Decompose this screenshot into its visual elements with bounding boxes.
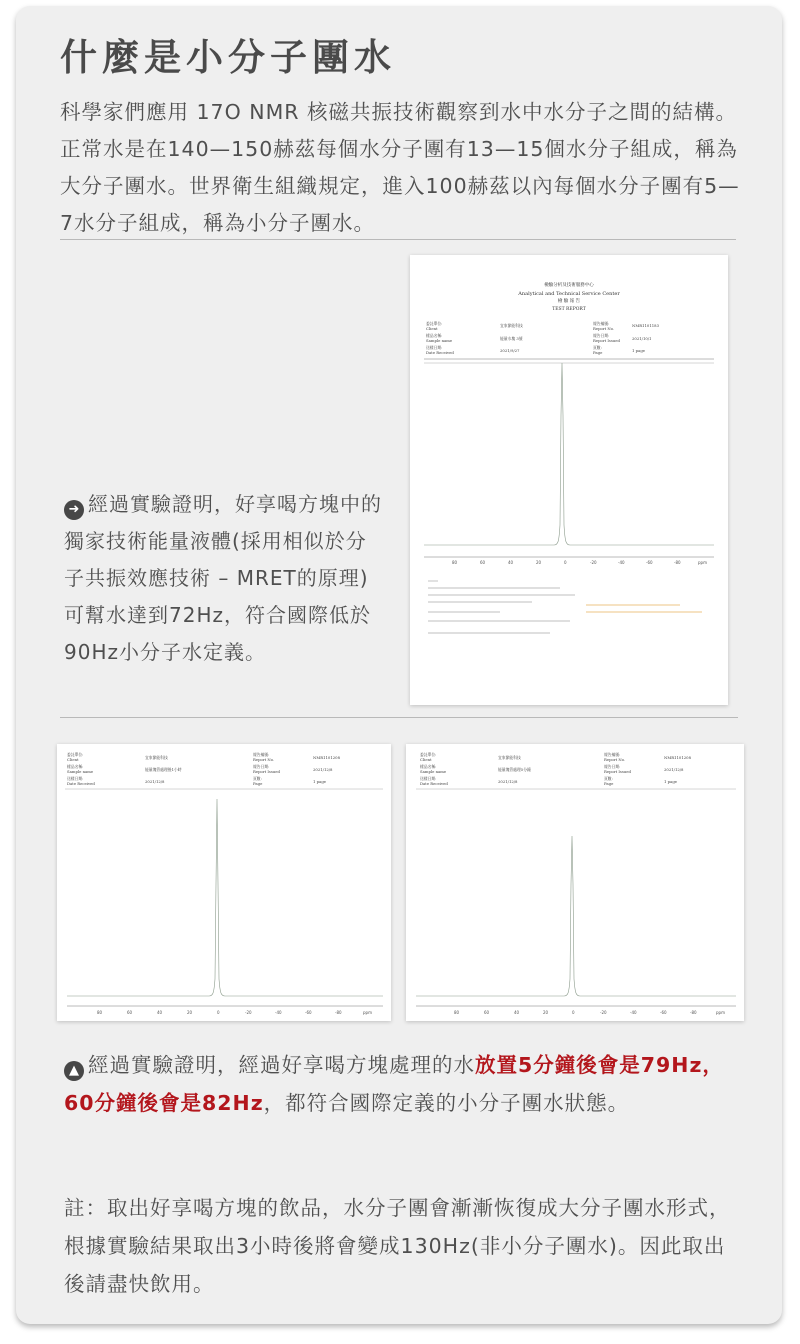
tick-label: -60: [646, 560, 653, 565]
report-header-cn: 檢驗分析及技術服務中心: [544, 283, 594, 288]
tick-label: 60: [484, 1010, 490, 1015]
report-header-cn2: 檢 驗 報 告: [557, 299, 581, 304]
tick-label: 40: [157, 1010, 163, 1015]
issued-value: 2021/12/8: [313, 767, 333, 772]
nmr-spectrum-line: [416, 836, 736, 996]
client-value: 宜家節能科技: [498, 755, 521, 760]
divider: [60, 717, 738, 718]
tick-label: -20: [590, 560, 597, 565]
date-value: 2021/12/8: [145, 779, 165, 784]
tick-label: 40: [508, 560, 514, 565]
tick-label: -80: [690, 1010, 697, 1015]
tick-label: 80: [452, 560, 458, 565]
nmr-report-main: [410, 255, 728, 705]
sample-value: 能量水塊 3號: [500, 336, 523, 341]
arrow-right-circle-icon: ➜: [64, 500, 84, 520]
page-label-en: Page: [253, 781, 263, 786]
nmr-spectrum-line: [67, 799, 383, 996]
axis-unit: ppm: [716, 1010, 725, 1015]
note-paragraph: 註：取出好享喝方塊的飲品，水分子團會漸漸恢復成大分子團水形式，根據實驗結果取出3小時後將會變成130Hz(非小分子團水)。因此取出後請盡快飲用。: [64, 1196, 731, 1296]
report-no-label: 報告編號:: [604, 752, 621, 757]
report-header-en: Analytical and Technical Service Center: [518, 291, 620, 297]
page-value: 1 page: [632, 348, 645, 353]
issued-label-en: Report Issued: [593, 338, 620, 343]
sample-label-en: Sample name: [426, 338, 453, 343]
arrow-up-circle-icon: ▲: [64, 1061, 84, 1081]
tick-label: -40: [630, 1010, 637, 1015]
client-label: 委託單位:: [67, 752, 84, 757]
result-paragraph: [64, 1046, 744, 1122]
client-value: 宜家節能科技: [145, 755, 168, 760]
issued-label: 報告日期:: [593, 333, 610, 338]
tick-label: -80: [335, 1010, 342, 1015]
sample-label: 樣品名稱:: [426, 333, 443, 338]
report-no-label: 報告編號:: [253, 752, 270, 757]
content-card: [16, 6, 782, 1324]
tick-label: 20: [543, 1010, 549, 1015]
report-no-value: NMR1101208: [664, 755, 691, 760]
page-title: 什麼是小分子團水: [60, 36, 396, 79]
issued-label-en: Report Issued: [253, 769, 280, 774]
issued-label: 報告日期:: [253, 764, 270, 769]
client-label: 委託單位:: [420, 752, 437, 757]
tick-label: 40: [514, 1010, 520, 1015]
date-label-en: Date Received: [420, 781, 448, 786]
tick-label: -80: [674, 560, 681, 565]
tick-label: 60: [127, 1010, 133, 1015]
sample-label: 樣品名稱:: [67, 764, 84, 769]
date-value: 2021/9/27: [500, 348, 520, 353]
tick-label: 0: [572, 1010, 575, 1015]
page-label: 頁數:: [593, 345, 602, 350]
issued-value: 2021/10/1: [632, 336, 652, 341]
axis-unit: ppm: [363, 1010, 372, 1015]
report-no-value: NMR1101208: [313, 755, 340, 760]
axis-unit: ppm: [698, 560, 707, 565]
intro-paragraph: 科學家們應用 17O NMR 核磁共振技術觀察到水中水分子之間的結構。正常水是在140—150赫茲每個水分子團有13—15個水分子組成，稱為大分子團水。世界衛生組織規定，進入100赫茲以內每個水分子團有5—7水分子組成，稱為小分子團水。: [60, 100, 740, 235]
report-header-en2: TEST REPORT: [552, 307, 586, 312]
result-highlight: 放置5分鐘後會是79Hz，60分鐘後會是82Hz: [64, 1053, 724, 1115]
tick-label: 0: [217, 1010, 220, 1015]
page-value: 1 page: [664, 779, 677, 784]
nmr-report-left: [57, 744, 391, 1021]
nmr-spectrum-line: [424, 363, 714, 545]
tick-label: 80: [454, 1010, 460, 1015]
page-label: 頁數:: [253, 776, 262, 781]
side-text: 經過實驗證明，好享喝方塊中的獨家技術能量液體(採用相似於分子共振效應技術 – MRET的原理)可幫水達到72Hz，符合國際低於90Hz小分子水定義。: [64, 492, 382, 664]
tick-label: -60: [305, 1010, 312, 1015]
date-label: 送樣日期:: [67, 776, 84, 781]
date-label-en: Date Received: [426, 350, 454, 355]
date-label: 送樣日期:: [426, 345, 443, 350]
client-label-en: Client: [420, 757, 432, 762]
page-label-en: Page: [604, 781, 614, 786]
tick-label: 80: [97, 1010, 103, 1015]
divider: [60, 239, 736, 240]
client-value: 宜家節能科技: [500, 323, 523, 328]
page-label: 頁數:: [604, 776, 613, 781]
tick-label: -20: [245, 1010, 252, 1015]
page-label-en: Page: [593, 350, 603, 355]
report-no-value: NMR1101183: [632, 323, 659, 328]
report-no-label-en: Report No.: [253, 757, 275, 762]
tick-label: 20: [187, 1010, 193, 1015]
tick-label: -60: [660, 1010, 667, 1015]
result-prefix: 經過實驗證明，經過好享喝方塊處理的水: [88, 1053, 475, 1077]
side-paragraph: [64, 486, 384, 671]
nmr-report-right: [406, 744, 744, 1021]
page-value: 1 page: [313, 779, 326, 784]
report-no-label-en: Report No.: [604, 757, 626, 762]
sample-value: 能量塊管處理後1小時: [145, 767, 182, 772]
client-label-en: Client: [67, 757, 79, 762]
date-label-en: Date Received: [67, 781, 95, 786]
report-no-label-en: Report No.: [593, 326, 615, 331]
report-no-label: 報告編號:: [593, 321, 610, 326]
date-value: 2021/12/8: [498, 779, 518, 784]
tick-label: -20: [600, 1010, 607, 1015]
issued-value: 2021/12/8: [664, 767, 684, 772]
sample-label-en: Sample name: [420, 769, 447, 774]
tick-label: 60: [480, 560, 486, 565]
sample-value: 能量塊管處理5分鐘: [498, 767, 531, 772]
sample-label: 樣品名稱:: [420, 764, 437, 769]
tick-label: 20: [536, 560, 542, 565]
issued-label: 報告日期:: [604, 764, 621, 769]
result-suffix: ，都符合國際定義的小分子團水狀態。: [263, 1091, 630, 1115]
issued-label-en: Report Issued: [604, 769, 631, 774]
sample-label-en: Sample name: [67, 769, 94, 774]
tick-label: -40: [618, 560, 625, 565]
tick-label: -40: [275, 1010, 282, 1015]
client-label: 委託單位:: [426, 321, 443, 326]
client-label-en: Client: [426, 326, 438, 331]
date-label: 送樣日期:: [420, 776, 437, 781]
tick-label: 0: [564, 560, 567, 565]
